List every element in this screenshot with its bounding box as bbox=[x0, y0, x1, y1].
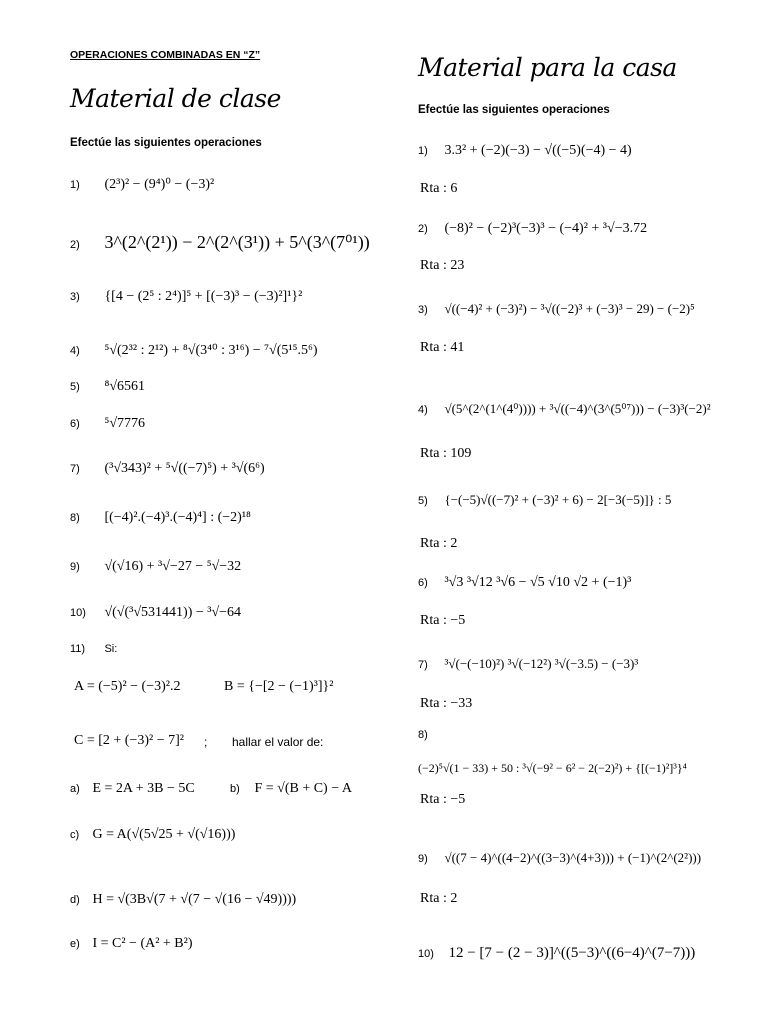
class-item-10 bbox=[70, 603, 241, 621]
subitem-d bbox=[70, 890, 296, 908]
class-item-4 bbox=[70, 341, 318, 359]
class-item-9 bbox=[70, 557, 241, 575]
definition-b: B = {−[2 − (−1)³]}² bbox=[224, 679, 334, 694]
subitem-label: c) bbox=[70, 829, 80, 841]
home-answer-5: Rta : 2 bbox=[420, 536, 458, 551]
subitem-expression: F = √(B + C) − A bbox=[254, 781, 352, 796]
item-expression: ⁸√6561 bbox=[104, 379, 146, 394]
class-title: Material de clase bbox=[70, 84, 281, 113]
definition-c: C = [2 + (−3)² − 7]² bbox=[74, 733, 184, 748]
item-expression: Si: bbox=[104, 643, 118, 655]
item-expression: {[4 − (2⁵ : 2⁴)]⁵ + [(−3)³ − (−3)²]¹}² bbox=[104, 289, 303, 304]
home-item-6 bbox=[418, 573, 631, 591]
home-item-8-number: 8) bbox=[418, 729, 428, 741]
item-expression: √((7 − 4)^((4−2)^((3−3)^(4+3))) + (−1)^(2^(2²))) bbox=[444, 850, 702, 865]
class-item-11 bbox=[70, 639, 117, 657]
subitem-label: a) bbox=[70, 783, 80, 795]
item-number: 2) bbox=[70, 239, 80, 251]
class-item-2 bbox=[70, 232, 370, 253]
item-number: 3) bbox=[418, 304, 428, 316]
item-number: 10) bbox=[418, 948, 434, 960]
class-item-6 bbox=[70, 414, 145, 432]
item-number: 6) bbox=[70, 418, 80, 430]
item-expression: (−8)² − (−2)³(−3)³ − (−4)² + ³√−3.72 bbox=[444, 221, 648, 236]
page-header: OPERACIONES COMBINADAS EN “Z” bbox=[70, 49, 261, 61]
subitem-expression: H = √(3B√(7 + √(7 − √(16 − √49)))) bbox=[92, 892, 297, 907]
home-answer-1: Rta : 6 bbox=[420, 181, 458, 196]
home-title: Material para la casa bbox=[418, 53, 677, 82]
subitem-b bbox=[230, 779, 352, 797]
item-number: 1) bbox=[418, 145, 428, 157]
item-number: 6) bbox=[418, 577, 428, 589]
item-expression: √(√16) + ³√−27 − ⁵√−32 bbox=[104, 559, 242, 574]
home-instruction: Efectúe las siguientes operaciones bbox=[418, 104, 610, 116]
home-item-1 bbox=[418, 141, 632, 159]
home-answer-8: Rta : −5 bbox=[420, 792, 466, 807]
subitem-expression: G = A(√(5√25 + √(√16))) bbox=[92, 827, 236, 842]
home-answer-3: Rta : 41 bbox=[420, 340, 465, 355]
class-instruction: Efectúe las siguientes operaciones bbox=[70, 137, 262, 149]
item-number: 9) bbox=[418, 853, 428, 865]
home-answer-6: Rta : −5 bbox=[420, 613, 466, 628]
home-item-3 bbox=[418, 300, 695, 318]
item-number: 4) bbox=[418, 404, 428, 416]
home-item-5 bbox=[418, 491, 671, 509]
item-expression: √(√(³√531441)) − ³√−64 bbox=[104, 605, 242, 620]
item-expression: 3.3² + (−2)(−3) − √((−5)(−4) − 4) bbox=[444, 143, 632, 158]
item-expression: ⁵√7776 bbox=[104, 416, 146, 431]
subitem-expression: I = C² − (A² + B²) bbox=[92, 936, 193, 951]
item-number: 7) bbox=[70, 463, 80, 475]
class-item-3 bbox=[70, 287, 302, 305]
subitem-label: d) bbox=[70, 894, 80, 906]
item-number: 4) bbox=[70, 345, 80, 357]
item-expression: √(5^(2^(1^(4⁰)))) + ³√((−4)^(3^(5⁰⁷))) − (−3)³(−2)² bbox=[444, 401, 711, 416]
item-number: 3) bbox=[70, 291, 80, 303]
item-number: 5) bbox=[418, 495, 428, 507]
item-expression: {−(−5)√((−7)² + (−3)² + 6) − 2[−3(−5)]} : 5 bbox=[444, 492, 672, 507]
home-answer-9: Rta : 2 bbox=[420, 891, 458, 906]
home-item-2 bbox=[418, 219, 647, 237]
subitem-e bbox=[70, 934, 193, 952]
class-item-8 bbox=[70, 508, 251, 526]
item-expression: (³√343)² + ⁵√((−7)⁵) + ³√(6⁶) bbox=[104, 461, 265, 476]
item-expression: ⁵√(2³² : 2¹²) + ⁸√(3⁴⁰ : 3¹⁶) − ⁷√(5¹⁵.5⁶) bbox=[104, 343, 318, 358]
find-value-text: hallar el valor de: bbox=[232, 735, 324, 749]
home-item-9 bbox=[418, 849, 701, 867]
item-expression: (2³)² − (9⁴)⁰ − (−3)² bbox=[104, 177, 215, 192]
class-item-1 bbox=[70, 175, 214, 193]
item-number: 5) bbox=[70, 381, 80, 393]
home-item-7 bbox=[418, 655, 638, 673]
home-item-10 bbox=[418, 944, 695, 962]
subitem-label: e) bbox=[70, 938, 80, 950]
home-answer-7: Rta : −33 bbox=[420, 696, 473, 711]
home-answer-2: Rta : 23 bbox=[420, 258, 465, 273]
class-item-5 bbox=[70, 377, 145, 395]
home-item-8-expression: (−2)⁵√(1 − 33) + 50 : ³√(−9² − 6² − 2(−2)²) + {[(−1)²]³}⁴ bbox=[418, 761, 687, 775]
home-answer-4: Rta : 109 bbox=[420, 446, 472, 461]
class-item-7 bbox=[70, 459, 265, 477]
definition-a: A = (−5)² − (−3)².2 bbox=[74, 679, 181, 694]
definition-separator: ; bbox=[204, 735, 208, 749]
item-number: 7) bbox=[418, 659, 428, 671]
item-number: 10) bbox=[70, 607, 86, 619]
item-number: 9) bbox=[70, 561, 80, 573]
subitem-expression: E = 2A + 3B − 5C bbox=[92, 781, 195, 796]
item-expression: ³√(−(−10)²) ³√(−12²) ³√(−3.5) − (−3)³ bbox=[444, 656, 639, 671]
item-expression: √((−4)² + (−3)²) − ³√((−2)³ + (−3)³ − 29) − (−2)⁵ bbox=[444, 301, 695, 316]
subitem-label: b) bbox=[230, 783, 240, 795]
subitem-c bbox=[70, 825, 235, 843]
item-expression: 3^(2^(2¹)) − 2^(2^(3¹)) + 5^(3^(7⁰¹)) bbox=[104, 232, 370, 252]
item-number: 11) bbox=[70, 643, 86, 655]
home-item-4 bbox=[418, 400, 711, 418]
item-expression: [(−4)².(−4)³.(−4)⁴] : (−2)¹⁸ bbox=[104, 510, 251, 525]
item-number: 1) bbox=[70, 179, 80, 191]
subitem-a bbox=[70, 779, 195, 797]
item-expression: 12 − [7 − (2 − 3)]^((5−3)^((6−4)^(7−7))) bbox=[448, 945, 696, 961]
item-number: 2) bbox=[418, 223, 428, 235]
item-expression: ³√3 ³√12 ³√6 − √5 √10 √2 + (−1)³ bbox=[444, 575, 632, 590]
item-number: 8) bbox=[70, 512, 80, 524]
